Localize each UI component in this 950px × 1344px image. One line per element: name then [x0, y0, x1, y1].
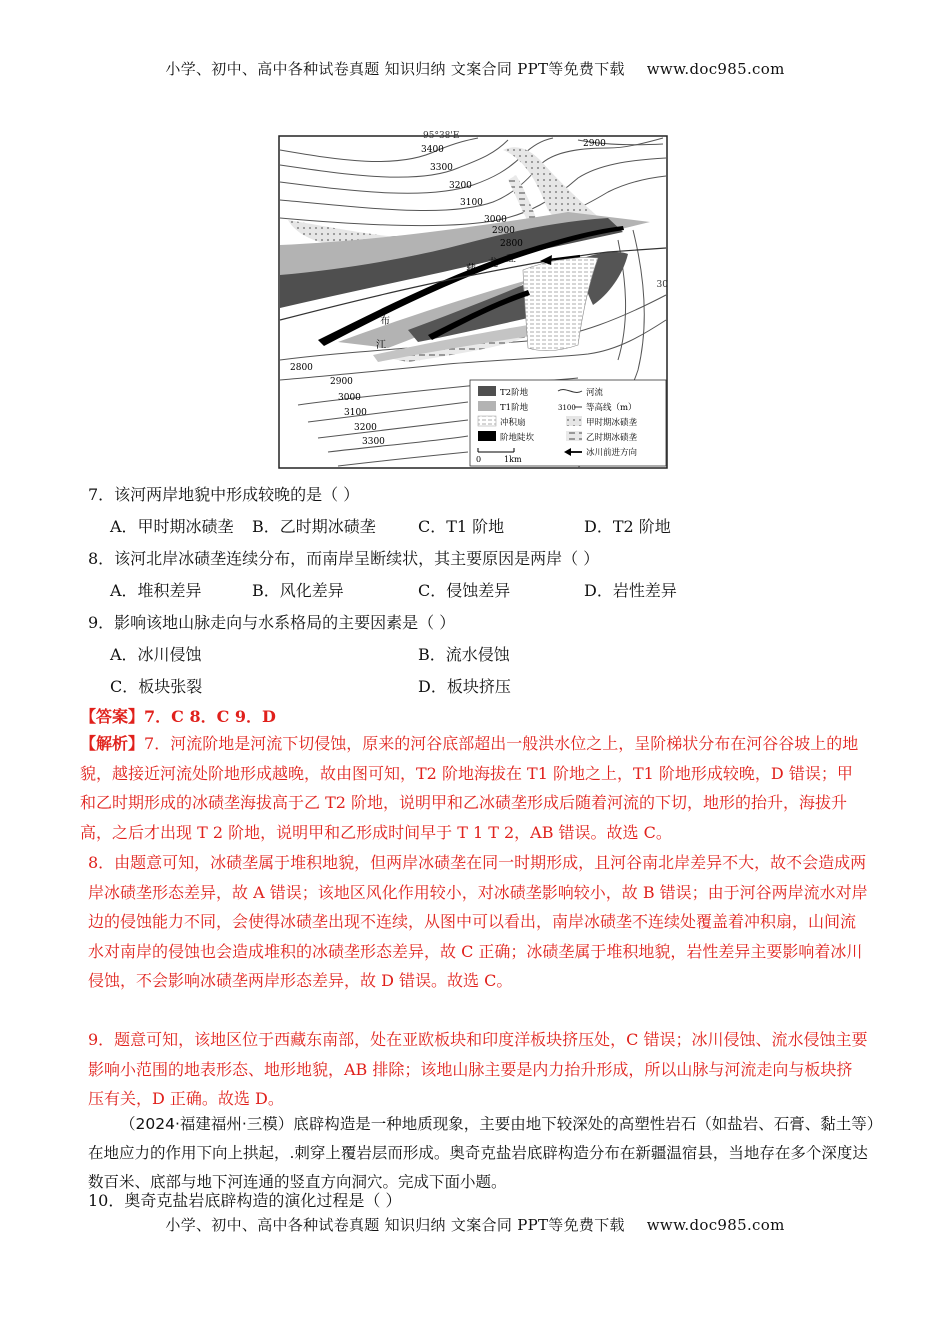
q8-option-d[interactable]: D．岩性差异 — [584, 581, 677, 600]
legend-contour-sample: 3100 — [558, 404, 576, 412]
contour-label-2900-ne: 2900 — [583, 139, 606, 149]
q9-option-c[interactable]: C．板块张裂 — [110, 677, 203, 696]
contour-label-3000: 3000 — [484, 215, 507, 225]
page-header — [0, 58, 950, 79]
footer-text: 小学、初中、高中各种试卷真题 知识归纳 文案合同 PPT等免费下载 — [165, 1216, 625, 1234]
contour-label-3100: 3100 — [460, 198, 483, 208]
river-char-3: 亚 — [506, 254, 516, 265]
header-text: 小学、初中、高中各种试卷真题 知识归纳 文案合同 PPT等免费下载 — [165, 60, 625, 78]
glacier-terrace-map — [278, 130, 670, 470]
q9-option-b[interactable]: B．流水侵蚀 — [418, 645, 510, 664]
contour-label-3200-s: 3200 — [354, 423, 377, 433]
answer-label: 【答案】 — [80, 707, 145, 726]
q9-option-a[interactable]: A．冰川侵蚀 — [110, 645, 202, 664]
legend-river: 河流 — [586, 388, 604, 398]
answer-line — [80, 704, 276, 727]
q7-option-b[interactable]: B．乙时期冰碛垄 — [252, 517, 376, 536]
river-char-1: 藏 — [466, 264, 476, 275]
longitude-label: 95°38'E — [423, 131, 460, 141]
analysis-label: 【解析】 — [80, 734, 145, 753]
river-char-2: 龙 — [488, 258, 498, 269]
legend-contour: 等高线（m） — [586, 403, 637, 413]
answer-text: 7．C 8．C 9．D — [144, 707, 276, 726]
q7-option-a[interactable]: A．甲时期冰碛垄 — [110, 517, 234, 536]
header-url[interactable]: www.doc985.com — [646, 60, 785, 78]
contour-label-3400: 3400 — [421, 145, 444, 155]
latitude-label: 30 — [656, 280, 668, 290]
contour-label-3300: 3300 — [430, 163, 453, 173]
section-intro: （2024·福建福州·三模）底辟构造是一种地质现象，主要由地下较深处的高塑性岩石（如盐岩、石膏、黏土等）在地应力的作用下向上拱起，.刺穿上覆岩层而形成。奥奇克盐岩底辟构造分布在新疆温宿县，当地存在多个深度达数百米、底部与地下河连通的竖直方向洞穴。完成下面小题。 — [88, 1115, 875, 1191]
analysis-q9: 9．题意可知，该地区位于西藏东南部，处在亚欧板块和印度洋板块挤压处，C 错误；冰川侵蚀、流水侵蚀主要影响小范围的地表形态、地形地貌，AB 排除；该地山脉主要是内力抬升形成，所以山脉与河流走向与板块挤压有关，D 正确。故选 D。 — [88, 1030, 868, 1108]
contour-label-3000-s: 3000 — [338, 393, 361, 403]
page-footer — [0, 1214, 950, 1235]
q10-stem: 10．奥奇克盐岩底辟构造的演化过程是（ ） — [88, 1191, 402, 1210]
contour-label-2800: 2800 — [500, 239, 523, 249]
map-legend — [470, 380, 666, 466]
scale-zero: 0 — [476, 455, 482, 464]
q7-option-c[interactable]: C．T1 阶地 — [418, 517, 505, 536]
contour-label-3200: 3200 — [449, 181, 472, 191]
q9-stem: 9．影响该地山脉走向与水系格局的主要因素是（ ） — [88, 613, 456, 632]
legend-moraine-jia: 甲时期冰碛垄 — [586, 418, 638, 428]
q9-option-d[interactable]: D．板块挤压 — [418, 677, 511, 696]
contour-label-3300-s: 3300 — [362, 437, 385, 447]
q8-stem: 8．该河北岸冰碛垄连续分布，而南岸呈断续状，其主要原因是两岸（ ） — [88, 549, 600, 568]
q8-option-c[interactable]: C．侵蚀差异 — [418, 581, 511, 600]
contour-label-2900-s: 2900 — [330, 377, 353, 387]
q8-option-b[interactable]: B．风化差异 — [252, 581, 344, 600]
contour-label-3100-s: 3100 — [344, 408, 367, 418]
legend-glacier-direction: 冰川前进方向 — [586, 448, 638, 458]
analysis-q7-text: 7．河流阶地是河流下切侵蚀，原来的河谷底部超出一般洪水位之上，呈阶梯状分布在河谷谷坡上的地貌，越接近河流处阶地形成越晚，故由图可知，T2 阶地海拔在 T1 阶地之上，T1 阶地形成较晚，D 错误；甲和乙时期形成的冰碛垄海拔高于乙 T2 阶地，说明甲和乙冰碛垄形成后随着河流的下切，地形的抬升，海拔升高，之后才出现 T 2 阶地，说明甲和乙形成时间早于 T 1 T 2，AB 错误。故选 C。 — [80, 734, 859, 842]
legend-t1: T1阶地 — [500, 403, 529, 413]
river-char-4: 江 — [376, 340, 386, 351]
legend-fan: 冲积扇 — [500, 418, 526, 428]
scale-one-km: 1km — [504, 455, 522, 464]
legend-scarp: 阶地陡坎 — [500, 433, 535, 443]
contour-label-2900: 2900 — [492, 226, 515, 236]
footer-url[interactable]: www.doc985.com — [646, 1216, 785, 1234]
analysis-q8: 8．由题意可知，冰碛垄属于堆积地貌，但两岸冰碛垄在同一时期形成，且河谷南北岸差异不大，故不会造成两岸冰碛垄形态差异，故 A 错误；该地区风化作用较小，对冰碛垄影响较小，故 B 错误；由于河谷两岸流水对岸边的侵蚀能力不同，会使得冰碛垄出现不连续，从图中可以看出，南岸冰碛垄不连续处覆盖着冲积扇，山间流水对南岸的侵蚀也会造成堆积的冰碛垄形态差异，故 C 正确；冰碛垄属于堆积地貌，岩性差异主要影响着冰川侵蚀，不会影响冰碛垄两岸形态差异，故 D 错误。故选 C。 — [88, 853, 868, 990]
analysis-q7 — [80, 729, 865, 847]
legend-t2: T2阶地 — [500, 388, 529, 398]
q7-option-d[interactable]: D．T2 阶地 — [584, 517, 671, 536]
q7-stem: 7．该河两岸地貌中形成较晚的是（ ） — [88, 485, 360, 504]
legend-moraine-yi: 乙时期冰碛垄 — [586, 433, 638, 443]
river-char-5: 布 — [380, 316, 390, 327]
contour-label-2800-s: 2800 — [290, 363, 313, 373]
q8-option-a[interactable]: A．堆积差异 — [110, 581, 202, 600]
